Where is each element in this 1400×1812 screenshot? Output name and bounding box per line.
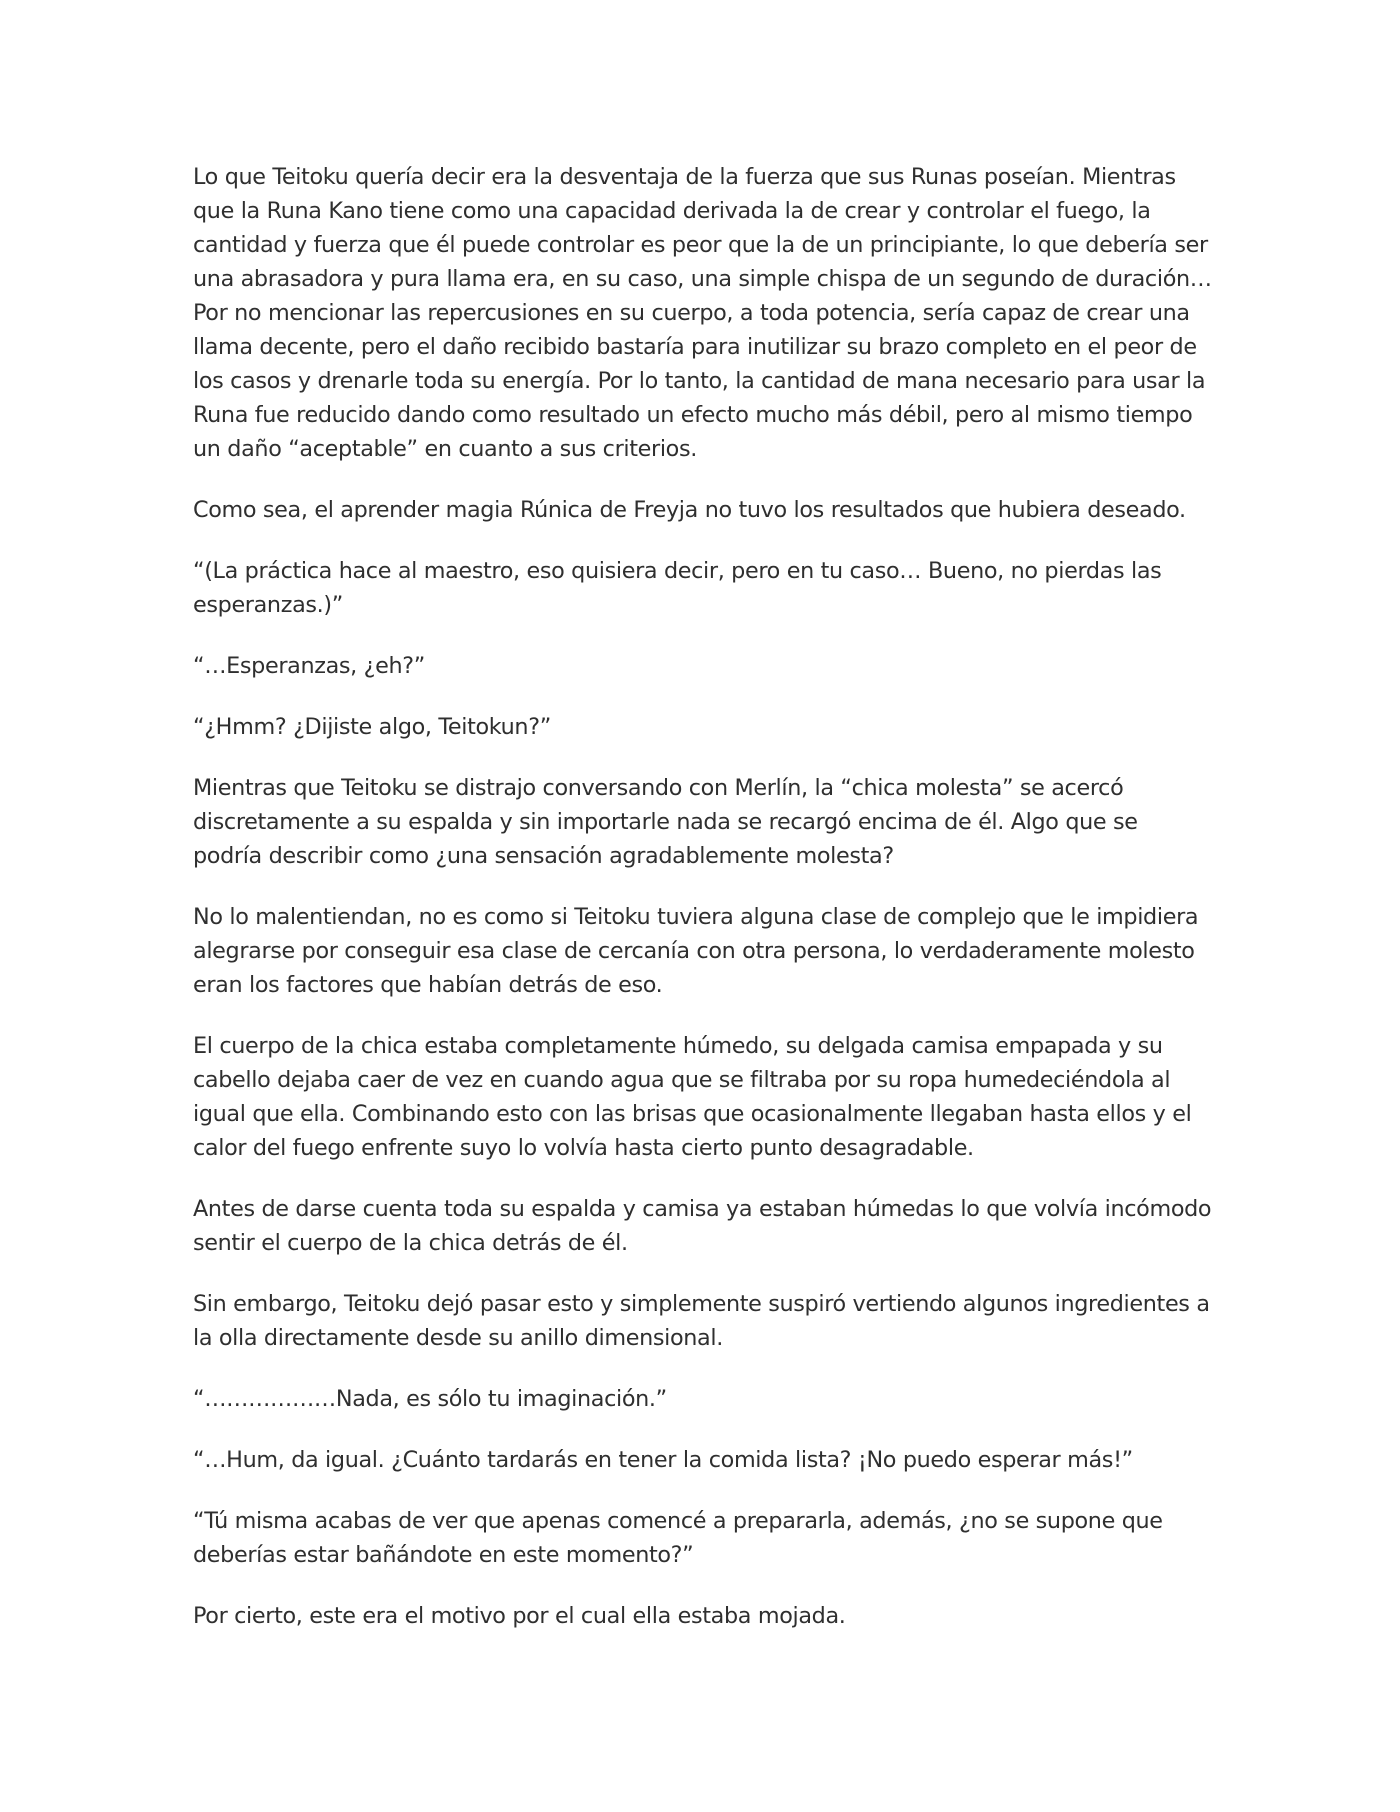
paragraph: Lo que Teitoku quería decir era la desventaja de la fuerza que sus Runas poseían. Mientras que la Runa Kano tiene como una capacidad derivada la de crear y controlar el fuego, la cantidad y fuerza que él puede controlar es peor que la de un principiante, lo que debería ser una abrasadora y pura llama era, en su caso, una simple chispa de un segundo de duración… Por no mencionar las repercusiones en su cuerpo, a toda potencia, sería capaz de crear una llama decente, pero el daño recibido bastaría para inutilizar su brazo completo en el peor de los casos y drenarle toda su energía. Por lo tanto, la cantidad de mana necesario para usar la Runa fue reducido dando como resultado un efecto mucho más débil, pero al mismo tiempo un daño “aceptable” en cuanto a sus criterios. <box>193 164 1212 462</box>
paragraph: No lo malentiendan, no es como si Teitoku tuviera alguna clase de complejo que le impidiera alegrarse por conseguir esa clase de cercanía con otra persona, lo verdaderamente molesto eran los factores que habían detrás de eso. <box>193 904 1199 998</box>
document-page <box>193 160 1213 1660</box>
paragraph: “………………Nada, es sólo tu imaginación.” <box>193 1386 667 1412</box>
paragraph: “¿Hmm? ¿Dijiste algo, Teitokun?” <box>193 714 551 740</box>
paragraph: El cuerpo de la chica estaba completamente húmedo, su delgada camisa empapada y su cabello dejaba caer de vez en cuando agua que se filtraba por su ropa humedeciéndola al igual que ella. Combinando esto con las brisas que ocasionalmente llegaban hasta ellos y el calor del fuego enfrente suyo lo volvía hasta cierto punto desagradable. <box>193 1033 1192 1161</box>
paragraph: Antes de darse cuenta toda su espalda y camisa ya estaban húmedas lo que volvía incómodo sentir el cuerpo de la chica detrás de él. <box>193 1196 1212 1256</box>
paragraph: “…Hum, da igual. ¿Cuánto tardarás en tener la comida lista? ¡No puedo esperar más!” <box>193 1447 1133 1473</box>
paragraph: “Tú misma acabas de ver que apenas comencé a prepararla, además, ¿no se supone que deberías estar bañándote en este momento?” <box>193 1508 1163 1568</box>
paragraph: “(La práctica hace al maestro, eso quisiera decir, pero en tu caso… Bueno, no pierdas las esperanzas.)” <box>193 558 1162 618</box>
paragraph: “…Esperanzas, ¿eh?” <box>193 653 425 679</box>
paragraph: Por cierto, este era el motivo por el cual ella estaba mojada. <box>193 1603 846 1629</box>
paragraph: Como sea, el aprender magia Rúnica de Freyja no tuvo los resultados que hubiera deseado. <box>193 497 1186 523</box>
paragraph: Sin embargo, Teitoku dejó pasar esto y simplemente suspiró vertiendo algunos ingredientes a la olla directamente desde su anillo dimensional. <box>193 1291 1210 1351</box>
paragraph: Mientras que Teitoku se distrajo conversando con Merlín, la “chica molesta” se acercó discretamente a su espalda y sin importarle nada se recargó encima de él. Algo que se podría describir como ¿una sensación agradablemente molesta? <box>193 775 1138 869</box>
